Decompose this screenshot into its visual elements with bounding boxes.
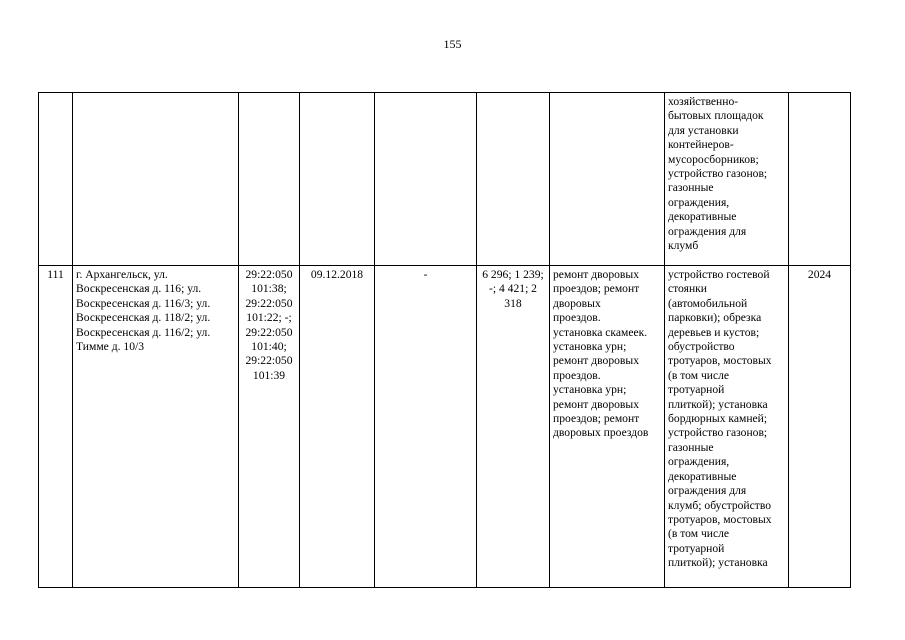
cell-address	[73, 93, 239, 266]
cell-number: 111	[39, 266, 73, 588]
cell-works-b: хозяйственно- бытовых площадок для установки контейнеров- мусоросборников; устройство газонов; газонные ограждения, декоративные ограждения для клумб	[665, 93, 789, 266]
cell-date	[300, 93, 375, 266]
cell-works-a	[550, 93, 665, 266]
table-row-continuation	[39, 93, 851, 266]
cell-works-b: устройство гостевой стоянки (автомобильной парковки); обрезка деревьев и кустов; обустройство тротуаров, мостовых (в том числе тротуарной плиткой); установка бордюрных камней; устройство газонов; газонные ограждения, декоративные ограждения для клумб; обустройство тротуаров, мостовых (в том числе тротуарной плиткой); установка	[665, 266, 789, 588]
cell-areas: 6 296; 1 239; -; 4 421; 2 318	[477, 266, 550, 588]
cell-cadastral	[239, 93, 300, 266]
cell-dash	[375, 93, 477, 266]
cell-cadastral: 29:22:050 101:38; 29:22:050 101:22; -; 29:22:050 101:40; 29:22:050 101:39	[239, 266, 300, 588]
registry-grid	[38, 92, 851, 588]
cell-year	[789, 93, 851, 266]
table-row-111	[39, 266, 851, 588]
page-number: 155	[443, 37, 462, 51]
cell-date: 09.12.2018	[300, 266, 375, 588]
cell-dash: -	[375, 266, 477, 588]
cell-number	[39, 93, 73, 266]
cell-year: 2024	[789, 266, 851, 588]
cell-works-a: ремонт дворовых проездов; ремонт дворовых проездов. установка скамеек. установка урн; ремонт дворовых проездов. установка урн; ремонт дворовых проездов; ремонт дворовых проездов	[550, 266, 665, 588]
cell-address: г. Архангельск, ул. Воскресенская д. 116; ул. Воскресенская д. 116/3; ул. Воскресенская д. 118/2; ул. Воскресенская д. 116/2; ул. Тимме д. 10/3	[73, 266, 239, 588]
cell-areas	[477, 93, 550, 266]
